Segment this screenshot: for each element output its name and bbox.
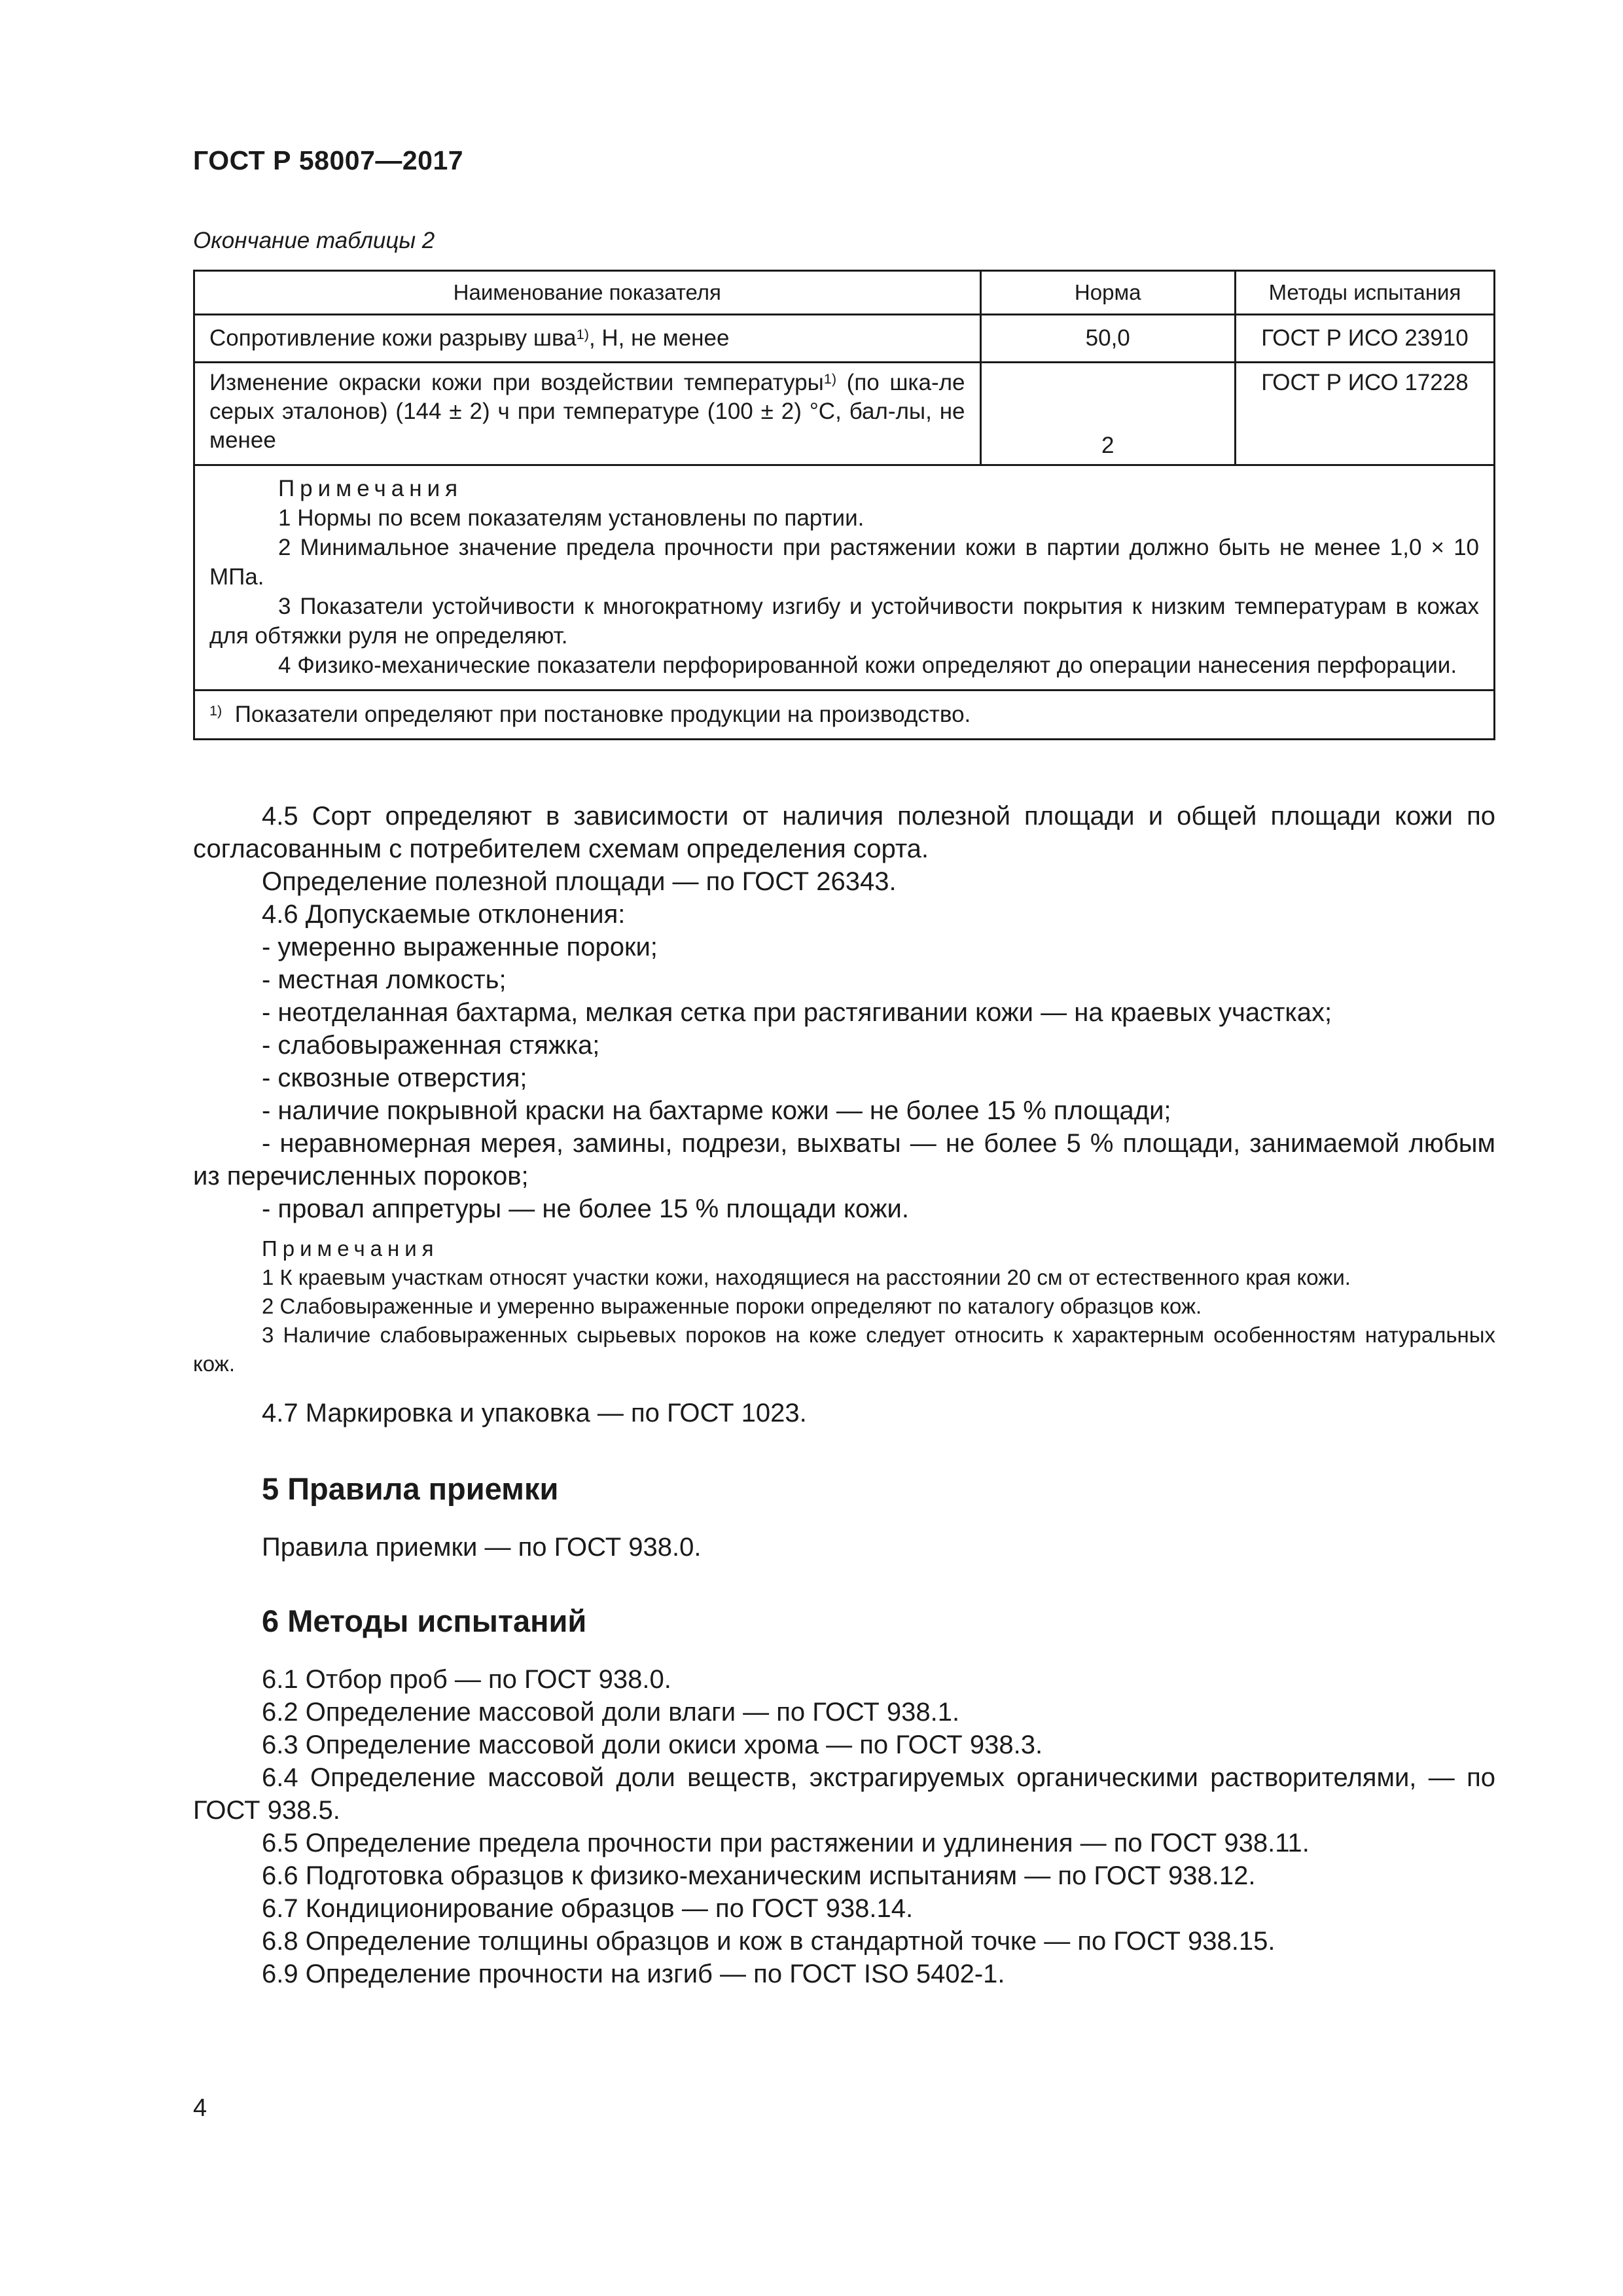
paragraph: 4.6 Допускаемые отклонения: xyxy=(262,900,626,929)
table-header-row xyxy=(194,271,1495,315)
note-item: 4 Физико-механические показатели перфорированной кожи определяют до операции нанесения перфорации. xyxy=(278,653,1457,678)
section-6-body xyxy=(193,1663,1495,1990)
table-notes xyxy=(194,465,1495,691)
paragraph: 6.1 Отбор проб — по ГОСТ 938.0. xyxy=(262,1665,671,1694)
list-item: - наличие покрывной краски на бахтарме кожи — не более 15 % площади; xyxy=(262,1096,1171,1125)
test-method: ГОСТ Р ИСО 23910 xyxy=(1235,315,1494,363)
table-row xyxy=(194,363,1495,465)
footnote-ref: 1) xyxy=(576,326,589,342)
paragraph: 6.5 Определение предела прочности при растяжении и удлинения — по ГОСТ 938.11. xyxy=(262,1829,1310,1857)
notes-title: Примечания xyxy=(262,1236,439,1261)
page-number: 4 xyxy=(193,2094,207,2122)
list-item: - умеренно выраженные пороки; xyxy=(262,933,658,961)
list-item: - провал аппретуры — не более 15 % площади кожи. xyxy=(262,1194,909,1223)
paragraph: 6.8 Определение толщины образцов и кож в стандартной точке — по ГОСТ 938.15. xyxy=(262,1927,1275,1956)
table-row xyxy=(194,315,1495,363)
requirements-table xyxy=(193,270,1495,740)
note-item: 1 К краевым участкам относят участки кожи, находящиеся на расстоянии 20 см от естественного края кожи. xyxy=(262,1265,1351,1289)
note-item: 2 Слабовыраженные и умеренно выраженные пороки определяют по каталогу образцов кож. xyxy=(262,1294,1202,1318)
indicator-name-tail: (по шка-ле серых эталонов) (144 ± 2) ч при температуре (100 ± 2) °С, бал-лы, не менее xyxy=(209,370,965,453)
header-norm: Норма xyxy=(980,271,1235,315)
paragraph: 6.3 Определение массовой доли окиси хрома — по ГОСТ 938.3. xyxy=(262,1731,1043,1759)
footnote-mark: 1) xyxy=(209,702,223,719)
list-item: - неравномерная мерея, замины, подрези, выхваты — не более 5 % площади, занимаемой любым из перечисленных пороков; xyxy=(193,1129,1495,1191)
clause-4-7 xyxy=(193,1397,1495,1429)
list-item: - слабовыраженная стяжка; xyxy=(262,1031,600,1060)
list-item: - местная ломкость; xyxy=(262,965,507,994)
test-method: ГОСТ Р ИСО 17228 xyxy=(1235,363,1494,465)
paragraph: Определение полезной площади — по ГОСТ 26343. xyxy=(262,867,897,896)
section-5-title: 5 Правила приемки xyxy=(262,1471,559,1506)
table-footnote xyxy=(194,691,1495,740)
section-5-body xyxy=(193,1531,1495,1564)
indicator-name: Сопротивление кожи разрыву шва xyxy=(209,325,577,351)
paragraph: 6.4 Определение массовой доли веществ, экстрагируемых органическими растворителями, — по ГОСТ 938.5. xyxy=(193,1763,1495,1825)
paragraph: 6.7 Кондиционирование образцов — по ГОСТ 938.14. xyxy=(262,1894,914,1923)
header-test-methods: Методы испытания xyxy=(1235,271,1494,315)
note-item: 1 Нормы по всем показателям установлены по партии. xyxy=(278,505,865,531)
table-footnote-row xyxy=(194,691,1495,740)
paragraph: Правила приемки — по ГОСТ 938.0. xyxy=(262,1533,702,1562)
header-indicator-name: Наименование показателя xyxy=(194,271,981,315)
paragraph: 6.2 Определение массовой доли влаги — по ГОСТ 938.1. xyxy=(262,1698,960,1727)
footnote-ref: 1) xyxy=(823,370,837,387)
clause-4-5-4-6 xyxy=(193,800,1495,1225)
note-item: 2 Минимальное значение предела прочности при растяжении кожи в партии должно быть не менее 1,0 × 10 МПа. xyxy=(209,535,1479,590)
indicator-name-tail: , Н, не менее xyxy=(588,325,730,351)
note-item: 3 Наличие слабовыраженных сырьевых пороков на коже следует относить к характерным особенностям натуральных кож. xyxy=(193,1323,1495,1376)
section-6-title: 6 Методы испытаний xyxy=(262,1604,587,1638)
table-notes-row xyxy=(194,465,1495,691)
notes-title: Примечания xyxy=(278,476,463,501)
footnote-text: Показатели определяют при постановке продукции на производство. xyxy=(234,702,971,727)
list-item: - неотделанная бахтарма, мелкая сетка при растягивании кожи — на краевых участках; xyxy=(262,998,1332,1027)
norm-value: 50,0 xyxy=(980,315,1235,363)
indicator-name-cell xyxy=(194,315,981,363)
indicator-name-cell xyxy=(194,363,981,465)
paragraph: 6.9 Определение прочности на изгиб — по ГОСТ ISO 5402-1. xyxy=(262,1960,1005,1988)
paragraph: 4.7 Маркировка и упаковка — по ГОСТ 1023. xyxy=(262,1399,807,1427)
document-code-header: ГОСТ Р 58007—2017 xyxy=(193,145,464,175)
paragraph: 6.6 Подготовка образцов к физико-механическим испытаниям — по ГОСТ 938.12. xyxy=(262,1861,1256,1890)
norm-value: 2 xyxy=(980,363,1235,465)
table-caption: Окончание таблицы 2 xyxy=(193,228,435,253)
list-item: - сквозные отверстия; xyxy=(262,1064,527,1092)
note-item: 3 Показатели устойчивости к многократному изгибу и устойчивости покрытия к низким температурам в кожах для обтяжки руля не определяют. xyxy=(209,594,1479,649)
clause-notes xyxy=(193,1234,1495,1378)
paragraph: 4.5 Сорт определяют в зависимости от наличия полезной площади и общей площади кожи по согласованным с потребителем схемам определения сорта. xyxy=(193,802,1495,863)
indicator-name: Изменение окраски кожи при воздействии температуры xyxy=(209,370,824,395)
